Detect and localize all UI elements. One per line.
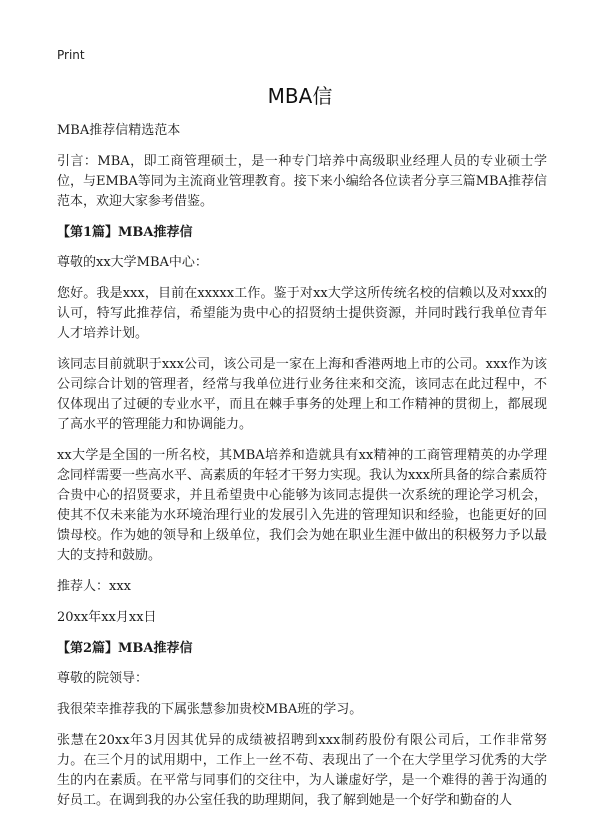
letter2-paragraph-2: 张慧在20xx年3月因其优异的成绩被招聘到xxx制药股份有限公司后，工作非常努力。在三个月的试用期中，工作上一丝不苟、表现出了一个在大学里学习优秀的大学生的内在素质。在平常与同事们的交往中，为人谦虚好学，是一个难得的善于沟通的好员工。在调到我的办公室任我的助理期间，我了解到她是一个好学和勤奋的人 <box>57 733 547 808</box>
letter1-paragraph-2: 该同志目前就职于xxx公司，该公司是一家在上海和香港两地上市的公司。xxx作为该公司综合计划的管理者，经常与我单位进行业务往来和交流，该同志在此过程中，不仅体现出了过硬的专业水平，而且在棘手事务的处理上和工作精神的贯彻上，都展现了高水平的管理能力和协调能力。 <box>57 357 547 432</box>
letter2-heading: 【第2篇】MBA推荐信 <box>57 641 193 656</box>
letter1-paragraph-1: 您好。我是xxx，目前在xxxxx工作。鉴于对xx大学这所传统名校的信赖以及对xxx的认可，特写此推荐信，希望能为贵中心的招贤纳士提供资源，并同时践行我单位青年人才培养计划。 <box>57 286 547 341</box>
document-subtitle: MBA推荐信精选范本 <box>57 123 181 138</box>
letter1-salutation: 尊敬的xx大学MBA中心： <box>57 255 208 270</box>
letter1-heading: 【第1篇】MBA推荐信 <box>57 225 193 240</box>
print-link[interactable]: Print <box>57 48 85 62</box>
page-title: MBA信 <box>267 84 333 108</box>
intro-paragraph: 引言：MBA，即工商管理硕士，是一种专门培养中高级职业经理人员的专业硕士学位，与EMBA等同为主流商业管理教育。接下来小编给各位读者分享三篇MBA推荐信范本，欢迎大家参考借鉴。 <box>57 154 547 209</box>
document-body <box>57 121 547 822</box>
letter1-paragraph-3: xx大学是全国的一所名校，其MBA培养和造就具有xx精神的工商管理精英的办学理念同样需要一些高水平、高素质的年轻才干努力实现。我认为xxx所具备的综合素质符合贵中心的招贤要求，并且希望贵中心能够为该同志提供一次系统的理论学习机会，使其不仅未来能为水环境治理行业的发展引入先进的管理知识和经验，也能更好的回馈母校。作为她的领导和上级单位，我们会为她在职业生涯中做出的积极努力予以最大的支持和鼓励。 <box>57 448 547 563</box>
letter2-salutation: 尊敬的院领导： <box>57 671 149 686</box>
letter2-paragraph-1: 我很荣幸推荐我的下属张慧参加贵校MBA班的学习。 <box>57 702 363 717</box>
letter1-recommender: 推荐人：xxx <box>57 579 131 594</box>
letter1-date: 20xx年xx月xx日 <box>57 610 157 625</box>
